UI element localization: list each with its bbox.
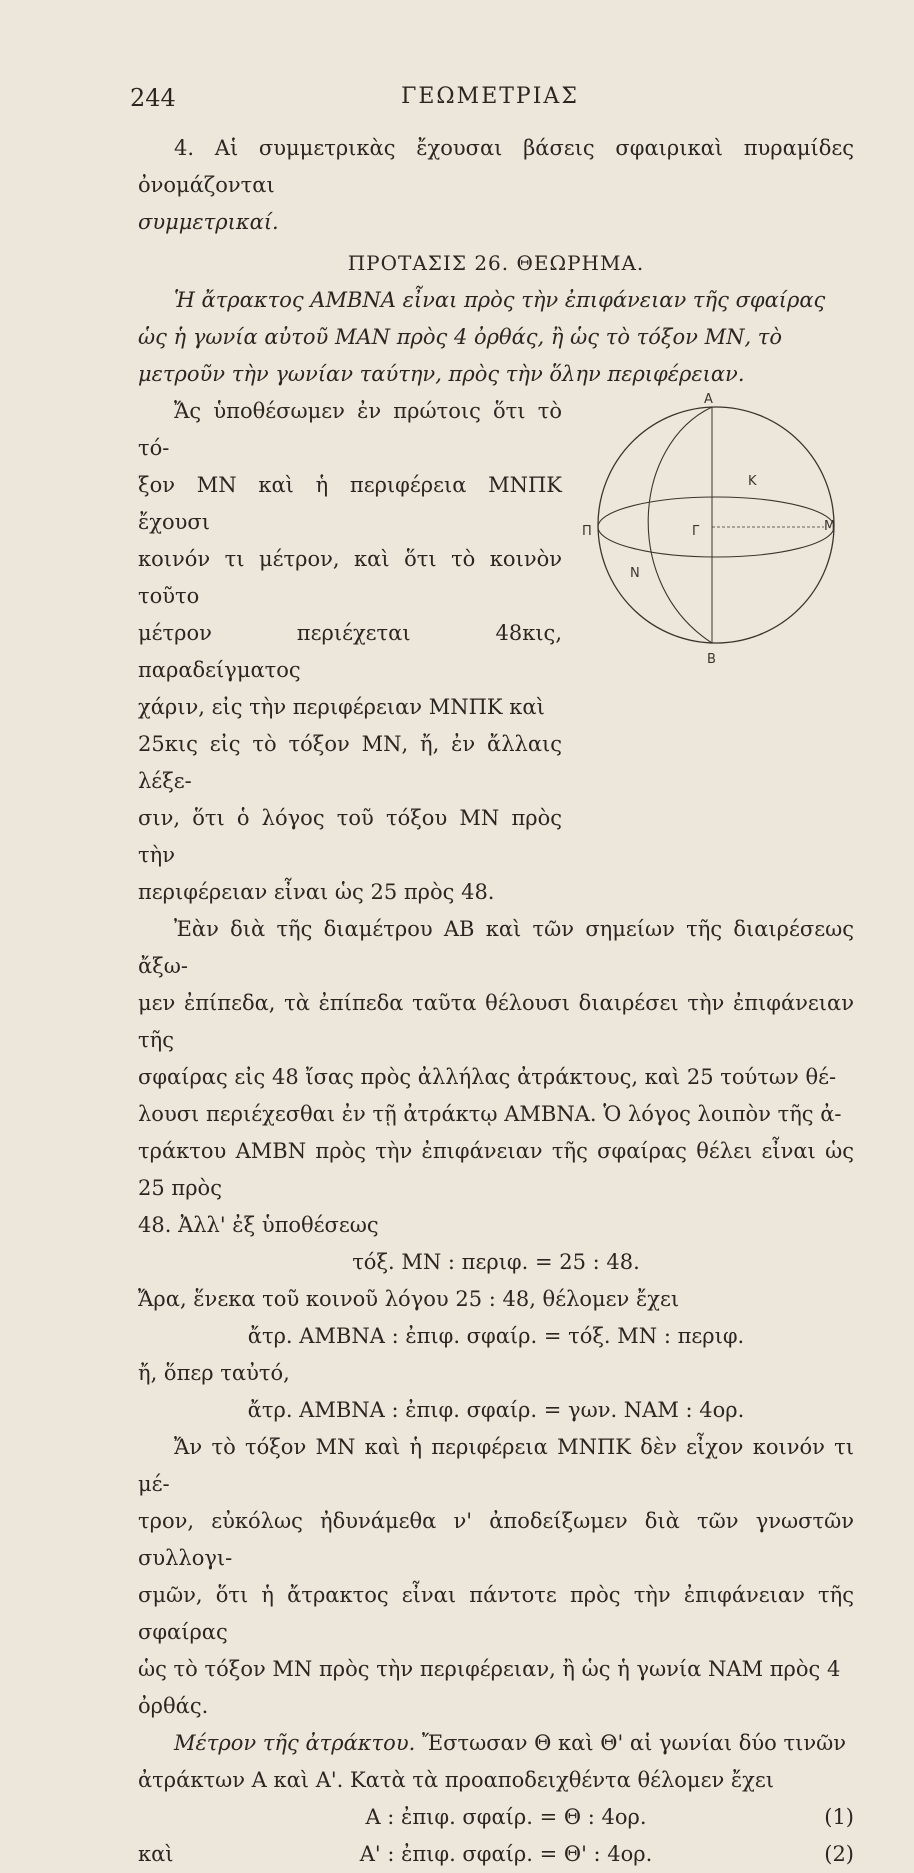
theorem-line: ὡς ἡ γωνία αὐτοῦ ΜΑΝ πρὸς 4 ὀρθάς, ἢ ὡς τὸ τόξον ΜΝ, τὸ (138, 325, 783, 349)
label-P: Π (582, 524, 592, 539)
label-M: M (824, 519, 836, 534)
text-line: Ἄρα, ἕνεκα τοῦ κοινοῦ λόγου 25 : 48, θέλομεν ἔχει (138, 1287, 680, 1311)
text-line: Ἄς ὑποθέσωμεν ἐν πρώτοις ὅτι τὸ τό- (138, 399, 562, 460)
section-title: Μέτρον τῆς ἀτράκτου. (174, 1731, 416, 1755)
equation-number: (2) (824, 1842, 854, 1866)
equation-lead: καὶ (138, 1842, 174, 1866)
text-span: Ἔστωσαν Θ καὶ Θ' αἱ γωνίαι δύο τινῶν (415, 1731, 847, 1755)
text-line: συμμετρικαί. (138, 210, 279, 234)
theorem-line: Ἡ ἄτρακτος ΑΜΒΝΑ εἶναι πρὸς τὴν ἐπιφάνειαν τῆς σφαίρας (174, 288, 826, 312)
label-K: K (748, 474, 757, 489)
meridian-arc-AN (648, 407, 712, 643)
figure-section (138, 393, 854, 911)
text-line: 25κις εἰς τὸ τόξον ΜΝ, ἤ, ἐν ἄλλαις λέξε- (138, 732, 562, 793)
text-line: κοινόν τι μέτρον, καὶ ὅτι τὸ κοινὸν τοῦτο (138, 547, 562, 608)
text-line: ἀτράκτων Α καὶ Α'. Κατὰ τὰ προαποδειχθέντα θέλομεν ἔχει (138, 1768, 775, 1792)
equation: ἄτρ. ΑΜΒΝΑ : ἐπιφ. σφαίρ. = γων. ΝΑΜ : 4ορ. (247, 1398, 745, 1422)
equation-row (138, 1799, 854, 1836)
sphere-diagram (562, 385, 854, 685)
equation: ἄτρ. ΑΜΒΝΑ : ἐπιφ. σφαίρ. = τόξ. ΜΝ : περιφ. (247, 1324, 745, 1348)
figure-side-text (138, 393, 562, 911)
text-line: χάριν, εἰς τὴν περιφέρειαν ΜΝΠΚ καὶ (138, 695, 545, 719)
text-line: τράκτου ΑΜΒΝ πρὸς τὴν ἐπιφάνειαν τῆς σφαίρας θέλει εἶναι ὡς 25 πρὸς (138, 1139, 854, 1200)
body-text (138, 130, 854, 1873)
page-number: 244 (130, 84, 176, 112)
text-line: μεν ἐπίπεδα, τὰ ἐπίπεδα ταῦτα θέλουσι διαιρέσει τὴν ἐπιφάνειαν τῆς (138, 991, 854, 1052)
equation-number: (1) (824, 1805, 854, 1829)
text-line: μέτρον περιέχεται 48κις, παραδείγματος (138, 621, 562, 682)
text-line: 48. Ἀλλ' ἐξ ὑποθέσεως (138, 1213, 379, 1237)
text-line: λουσι περιέχεσθαι ἐν τῇ ἀτράκτῳ ΑΜΒΝΑ. Ὁ λόγος λοιπὸν τῆς ἀ- (138, 1102, 842, 1126)
equation: Α' : ἐπιφ. σφαίρ. = Θ' : 4ορ. (359, 1842, 653, 1866)
label-N: N (630, 566, 640, 581)
text-line: σιν, ὅτι ὁ λόγος τοῦ τόξου ΜΝ πρὸς τὴν (138, 806, 562, 867)
sphere-outline (598, 407, 834, 643)
theorem-line: μετροῦν τὴν γωνίαν ταύτην, πρὸς τὴν ὅλην περιφέρειαν. (138, 362, 745, 386)
text-line: ὀρθάς. (138, 1694, 209, 1718)
text-line: περιφέρειαν εἶναι ὡς 25 πρὸς 48. (138, 880, 495, 904)
equation: Α : ἐπιφ. σφαίρ. = Θ : 4ορ. (365, 1805, 647, 1829)
text-line: σφαίρας εἰς 48 ἴσας πρὸς ἀλλήλας ἀτράκτους, καὶ 25 τούτων θέ- (138, 1065, 837, 1089)
text-line: τρον, εὐκόλως ἠδυνάμεθα ν' ἀποδείξωμεν διὰ τῶν γνωστῶν συλλογι- (138, 1509, 854, 1570)
text-line: ἤ, ὅπερ ταὐτό, (138, 1361, 290, 1385)
equation-row (138, 1836, 854, 1873)
text-line: ξον ΜΝ καὶ ἡ περιφέρεια ΜΝΠΚ ἔχουσι (138, 473, 562, 534)
label-A: A (704, 392, 713, 407)
page-header (130, 84, 850, 124)
sphere-figure (562, 393, 854, 689)
text-line: σμῶν, ὅτι ἡ ἄτρακτος εἶναι πάντοτε πρὸς τὴν ἐπιφάνειαν τῆς σφαίρας (138, 1583, 854, 1644)
text-line (138, 1725, 854, 1762)
running-title: ΓΕΩΜΕΤΡΙΑΣ (401, 84, 579, 109)
proposition-heading: ΠΡΟΤΑΣΙΣ 26. ΘΕΩΡΗΜΑ. (347, 251, 645, 275)
label-B: B (707, 652, 716, 667)
text-line: Ἐὰν διὰ τῆς διαμέτρου ΑΒ καὶ τῶν σημείων τῆς διαιρέσεως ἄξω- (138, 917, 854, 978)
text-line: 4. Αἱ συμμετρικὰς ἔχουσαι βάσεις σφαιρικαὶ πυραμίδες ὀνομάζονται (138, 136, 854, 197)
label-G: Γ (692, 524, 700, 539)
equation: τόξ. ΜΝ : περιφ. = 25 : 48. (352, 1250, 640, 1274)
text-line: Ἄν τὸ τόξον ΜΝ καὶ ἡ περιφέρεια ΜΝΠΚ δὲν εἶχον κοινόν τι μέ- (138, 1435, 854, 1496)
text-line: ὡς τὸ τόξον ΜΝ πρὸς τὴν περιφέρειαν, ἢ ὡς ἡ γωνία ΝΑΜ πρὸς 4 (138, 1657, 841, 1681)
